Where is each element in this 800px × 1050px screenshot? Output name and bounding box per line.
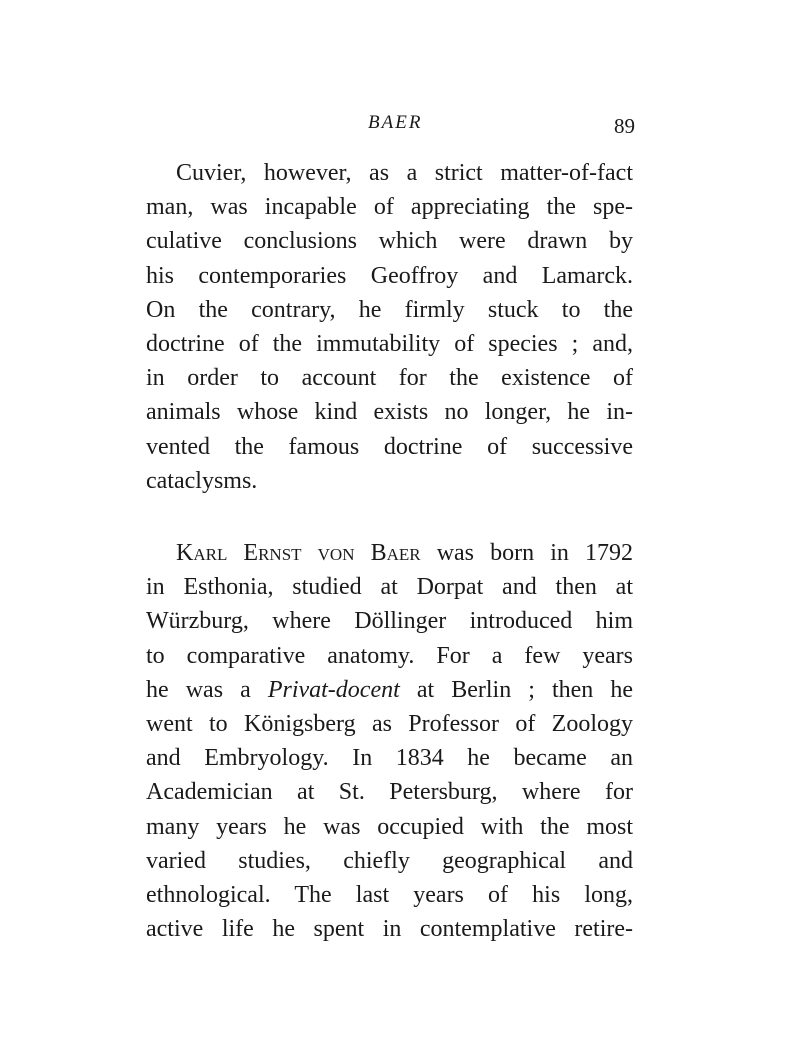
italic-term: Privat-docent bbox=[267, 676, 400, 703]
text-line: varied studies, chiefly geographical and bbox=[146, 847, 633, 874]
text-line: culative conclusions which were drawn by bbox=[146, 228, 633, 255]
page-number: 89 bbox=[614, 114, 635, 138]
text-line: animals whose kind exists no longer, he in- bbox=[146, 399, 633, 426]
text-line: Cuvier, however, as a strict matter-of-fact bbox=[176, 160, 633, 186]
text-line: vented the famous doctrine of successive bbox=[146, 433, 633, 460]
text-line: cataclysms. bbox=[146, 467, 258, 494]
paragraph-baer bbox=[146, 536, 633, 946]
text-line: and Embryology. In 1834 he became an bbox=[146, 745, 633, 772]
text-line: many years he was occupied with the most bbox=[146, 813, 633, 840]
text-line: man, was incapable of appreciating the spe- bbox=[146, 194, 633, 221]
text-line: in Esthonia, studied at Dorpat and then at bbox=[146, 574, 633, 601]
text-line: Academician at St. Petersburg, where for bbox=[146, 779, 633, 806]
person-name: Karl Ernst von Baer bbox=[176, 540, 421, 566]
text-span: was born in 1792 bbox=[420, 540, 633, 566]
running-head bbox=[0, 112, 800, 142]
text-line: ethnological. The last years of his long, bbox=[146, 881, 633, 908]
text-span: he was a bbox=[146, 676, 268, 703]
text-line: Würzburg, where Döllinger introduced him bbox=[146, 608, 633, 635]
text-line: his contemporaries Geoffroy and Lamarck. bbox=[146, 262, 633, 289]
paragraph-cuvier bbox=[146, 156, 633, 498]
text-line: went to Königsberg as Professor of Zoology bbox=[146, 710, 633, 737]
text-line: doctrine of the immutability of species ; and, bbox=[146, 330, 633, 357]
text-line: On the contrary, he firmly stuck to the bbox=[146, 296, 633, 323]
text-line: active life he spent in contemplative retire- bbox=[146, 916, 633, 943]
text-line bbox=[146, 536, 633, 570]
running-title: BAER bbox=[368, 112, 423, 133]
text-span: at Berlin ; then he bbox=[399, 676, 633, 703]
text-line: to comparative anatomy. For a few years bbox=[146, 642, 633, 669]
text-line bbox=[146, 673, 633, 707]
text-line: in order to account for the existence of bbox=[146, 365, 633, 392]
